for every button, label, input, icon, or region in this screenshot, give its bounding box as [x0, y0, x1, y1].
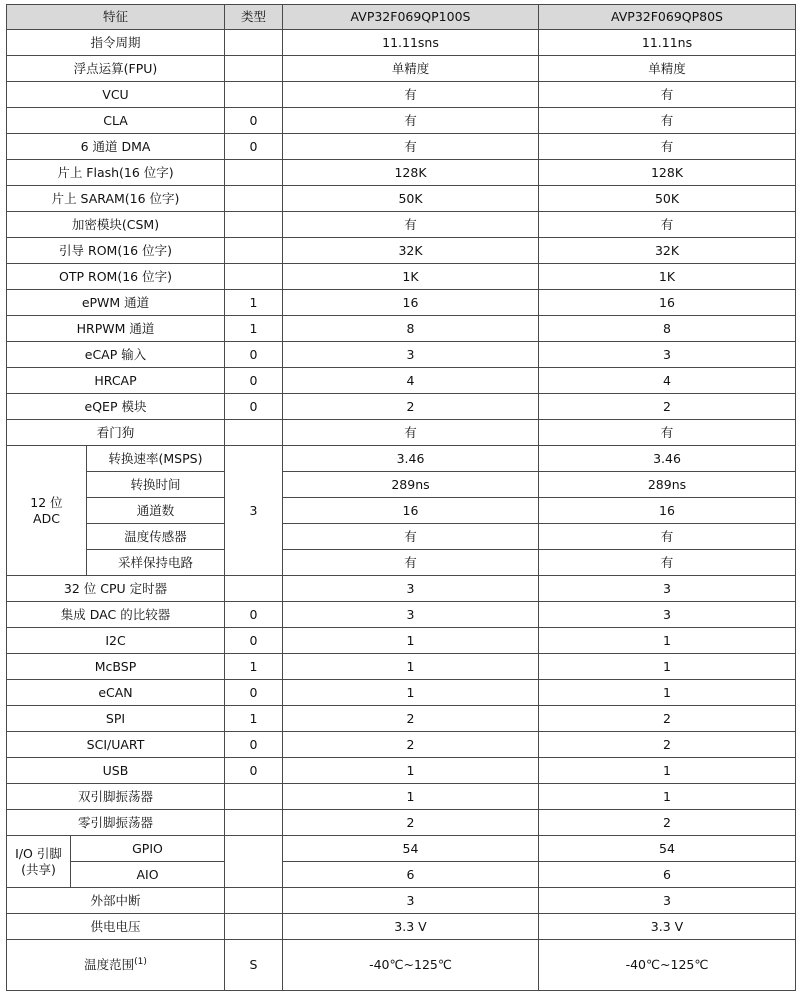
table-row [7, 758, 796, 784]
feature-cell: USB [7, 758, 225, 784]
model-1-value: 有 [283, 212, 539, 238]
model-2-value: 有 [539, 108, 796, 134]
feature-cell: 指令周期 [7, 30, 225, 56]
type-cell [225, 212, 283, 238]
table-row [7, 56, 796, 82]
temp-feature-cell [7, 940, 225, 991]
model-1-value: 有 [283, 134, 539, 160]
table-row [7, 940, 796, 991]
header-model-1: AVP32F069QP100S [283, 5, 539, 30]
model-2-value: 3 [539, 888, 796, 914]
model-2-value: 1 [539, 680, 796, 706]
type-cell: 1 [225, 706, 283, 732]
feature-cell: 加密模块(CSM) [7, 212, 225, 238]
model-2-value: 6 [539, 862, 796, 888]
table-row [7, 550, 796, 576]
type-cell: 0 [225, 602, 283, 628]
feature-cell: 集成 DAC 的比较器 [7, 602, 225, 628]
table-row [7, 30, 796, 56]
model-2-value: 有 [539, 420, 796, 446]
adc-feature-cell: 采样保持电路 [87, 550, 225, 576]
header-row [7, 5, 796, 30]
type-cell [225, 160, 283, 186]
io-group-line-1: I/O 引脚 [15, 845, 62, 861]
type-cell: 0 [225, 342, 283, 368]
type-cell: 1 [225, 316, 283, 342]
model-2-value: 54 [539, 836, 796, 862]
model-2-value: -40℃~125℃ [539, 940, 796, 991]
type-cell: 0 [225, 134, 283, 160]
table-row [7, 342, 796, 368]
table-row [7, 134, 796, 160]
table-row [7, 810, 796, 836]
adc-feature-cell: 转换时间 [87, 472, 225, 498]
model-1-value: 单精度 [283, 56, 539, 82]
model-2-value: 11.11ns [539, 30, 796, 56]
model-1-value: -40℃~125℃ [283, 940, 539, 991]
model-2-value: 2 [539, 706, 796, 732]
model-1-value: 1 [283, 758, 539, 784]
table-row [7, 602, 796, 628]
feature-cell: 6 通道 DMA [7, 134, 225, 160]
feature-cell: I2C [7, 628, 225, 654]
adc-feature-cell: 转换速率(MSPS) [87, 446, 225, 472]
model-1-value: 2 [283, 706, 539, 732]
model-1-value: 1K [283, 264, 539, 290]
feature-cell: OTP ROM(16 位字) [7, 264, 225, 290]
adc-group-label [7, 446, 87, 576]
model-1-value: 11.11sns [283, 30, 539, 56]
model-2-value: 2 [539, 732, 796, 758]
table-row [7, 836, 796, 862]
table-row [7, 654, 796, 680]
table-row [7, 186, 796, 212]
type-cell [225, 82, 283, 108]
table-row [7, 446, 796, 472]
table-row [7, 784, 796, 810]
io-group-label [7, 836, 71, 888]
model-2-value: 3.3 V [539, 914, 796, 940]
model-1-value: 1 [283, 628, 539, 654]
table-row [7, 368, 796, 394]
feature-cell: VCU [7, 82, 225, 108]
model-1-value: 3 [283, 602, 539, 628]
header-model-2: AVP32F069QP80S [539, 5, 796, 30]
type-cell [225, 30, 283, 56]
table-row [7, 264, 796, 290]
model-2-value: 3 [539, 342, 796, 368]
type-cell [225, 576, 283, 602]
model-2-value: 1 [539, 628, 796, 654]
model-1-value: 50K [283, 186, 539, 212]
io-group-line-2: (共享) [21, 861, 56, 877]
type-cell [225, 420, 283, 446]
table-row [7, 628, 796, 654]
model-1-value: 1 [283, 784, 539, 810]
feature-cell: 零引脚振荡器 [7, 810, 225, 836]
table-row [7, 82, 796, 108]
model-2-value: 128K [539, 160, 796, 186]
model-2-value: 2 [539, 394, 796, 420]
model-1-value: 128K [283, 160, 539, 186]
model-1-value: 有 [283, 550, 539, 576]
header-type: 类型 [225, 5, 283, 30]
table-row [7, 888, 796, 914]
model-2-value: 32K [539, 238, 796, 264]
model-2-value: 16 [539, 498, 796, 524]
table-row [7, 498, 796, 524]
footnote-marker: (1) [134, 957, 147, 967]
model-2-value: 8 [539, 316, 796, 342]
model-2-value: 50K [539, 186, 796, 212]
type-cell [225, 56, 283, 82]
model-1-value: 有 [283, 524, 539, 550]
io-feature-cell: GPIO [71, 836, 225, 862]
adc-group-line-1: 12 位 [30, 494, 63, 510]
model-1-value: 54 [283, 836, 539, 862]
table-row [7, 394, 796, 420]
feature-cell: 供电电压 [7, 914, 225, 940]
temp-label: 温度范围 [84, 957, 135, 972]
type-cell: 0 [225, 732, 283, 758]
feature-cell: eCAN [7, 680, 225, 706]
model-2-value: 1K [539, 264, 796, 290]
type-cell [225, 784, 283, 810]
model-2-value: 16 [539, 290, 796, 316]
io-feature-cell: AIO [71, 862, 225, 888]
model-1-value: 3 [283, 576, 539, 602]
feature-cell: eQEP 模块 [7, 394, 225, 420]
model-1-value: 1 [283, 680, 539, 706]
model-1-value: 6 [283, 862, 539, 888]
feature-cell: HRPWM 通道 [7, 316, 225, 342]
type-cell [225, 186, 283, 212]
table-row [7, 108, 796, 134]
type-cell: 1 [225, 654, 283, 680]
feature-cell: 片上 SARAM(16 位字) [7, 186, 225, 212]
io-type-cell [225, 836, 283, 888]
type-cell: 0 [225, 680, 283, 706]
feature-cell: 引导 ROM(16 位字) [7, 238, 225, 264]
table-row [7, 472, 796, 498]
table-row [7, 576, 796, 602]
table-row [7, 420, 796, 446]
model-2-value: 2 [539, 810, 796, 836]
model-1-value: 2 [283, 810, 539, 836]
feature-cell: ePWM 通道 [7, 290, 225, 316]
feature-cell: 32 位 CPU 定时器 [7, 576, 225, 602]
model-1-value: 3.46 [283, 446, 539, 472]
model-1-value: 16 [283, 498, 539, 524]
type-cell: 0 [225, 628, 283, 654]
model-1-value: 有 [283, 420, 539, 446]
model-2-value: 3.46 [539, 446, 796, 472]
model-1-value: 2 [283, 732, 539, 758]
model-2-value: 有 [539, 524, 796, 550]
type-cell: 0 [225, 368, 283, 394]
model-1-value: 有 [283, 82, 539, 108]
type-cell: 0 [225, 108, 283, 134]
spec-table [6, 4, 796, 991]
table-row [7, 862, 796, 888]
feature-cell: eCAP 输入 [7, 342, 225, 368]
feature-cell: 双引脚振荡器 [7, 784, 225, 810]
type-cell: 0 [225, 394, 283, 420]
table-row [7, 706, 796, 732]
type-cell [225, 264, 283, 290]
model-2-value: 289ns [539, 472, 796, 498]
table-row [7, 290, 796, 316]
feature-cell: SPI [7, 706, 225, 732]
model-1-value: 3 [283, 888, 539, 914]
feature-cell: 看门狗 [7, 420, 225, 446]
type-cell: 0 [225, 758, 283, 784]
model-1-value: 3 [283, 342, 539, 368]
feature-cell: McBSP [7, 654, 225, 680]
model-1-value: 1 [283, 654, 539, 680]
model-2-value: 4 [539, 368, 796, 394]
table-row [7, 680, 796, 706]
model-1-value: 8 [283, 316, 539, 342]
feature-cell: 外部中断 [7, 888, 225, 914]
feature-cell: HRCAP [7, 368, 225, 394]
model-1-value: 4 [283, 368, 539, 394]
adc-type-cell: 3 [225, 446, 283, 576]
type-cell [225, 238, 283, 264]
model-2-value: 单精度 [539, 56, 796, 82]
model-2-value: 1 [539, 654, 796, 680]
model-2-value: 3 [539, 602, 796, 628]
table-row [7, 212, 796, 238]
feature-cell: SCI/UART [7, 732, 225, 758]
model-2-value: 有 [539, 82, 796, 108]
type-cell [225, 914, 283, 940]
model-2-value: 3 [539, 576, 796, 602]
model-1-value: 有 [283, 108, 539, 134]
model-1-value: 289ns [283, 472, 539, 498]
adc-feature-cell: 通道数 [87, 498, 225, 524]
model-2-value: 1 [539, 784, 796, 810]
adc-feature-cell: 温度传感器 [87, 524, 225, 550]
table-row [7, 914, 796, 940]
type-cell: 1 [225, 290, 283, 316]
model-1-value: 32K [283, 238, 539, 264]
type-cell: S [225, 940, 283, 991]
table-row [7, 160, 796, 186]
model-1-value: 16 [283, 290, 539, 316]
model-1-value: 2 [283, 394, 539, 420]
header-feature: 特征 [7, 5, 225, 30]
adc-group-line-2: ADC [33, 510, 60, 526]
feature-cell: CLA [7, 108, 225, 134]
model-2-value: 有 [539, 550, 796, 576]
model-2-value: 1 [539, 758, 796, 784]
table-row [7, 524, 796, 550]
model-1-value: 3.3 V [283, 914, 539, 940]
model-2-value: 有 [539, 212, 796, 238]
feature-cell: 片上 Flash(16 位字) [7, 160, 225, 186]
model-2-value: 有 [539, 134, 796, 160]
table-row [7, 238, 796, 264]
table-row [7, 316, 796, 342]
type-cell [225, 810, 283, 836]
table-row [7, 732, 796, 758]
feature-cell: 浮点运算(FPU) [7, 56, 225, 82]
type-cell [225, 888, 283, 914]
